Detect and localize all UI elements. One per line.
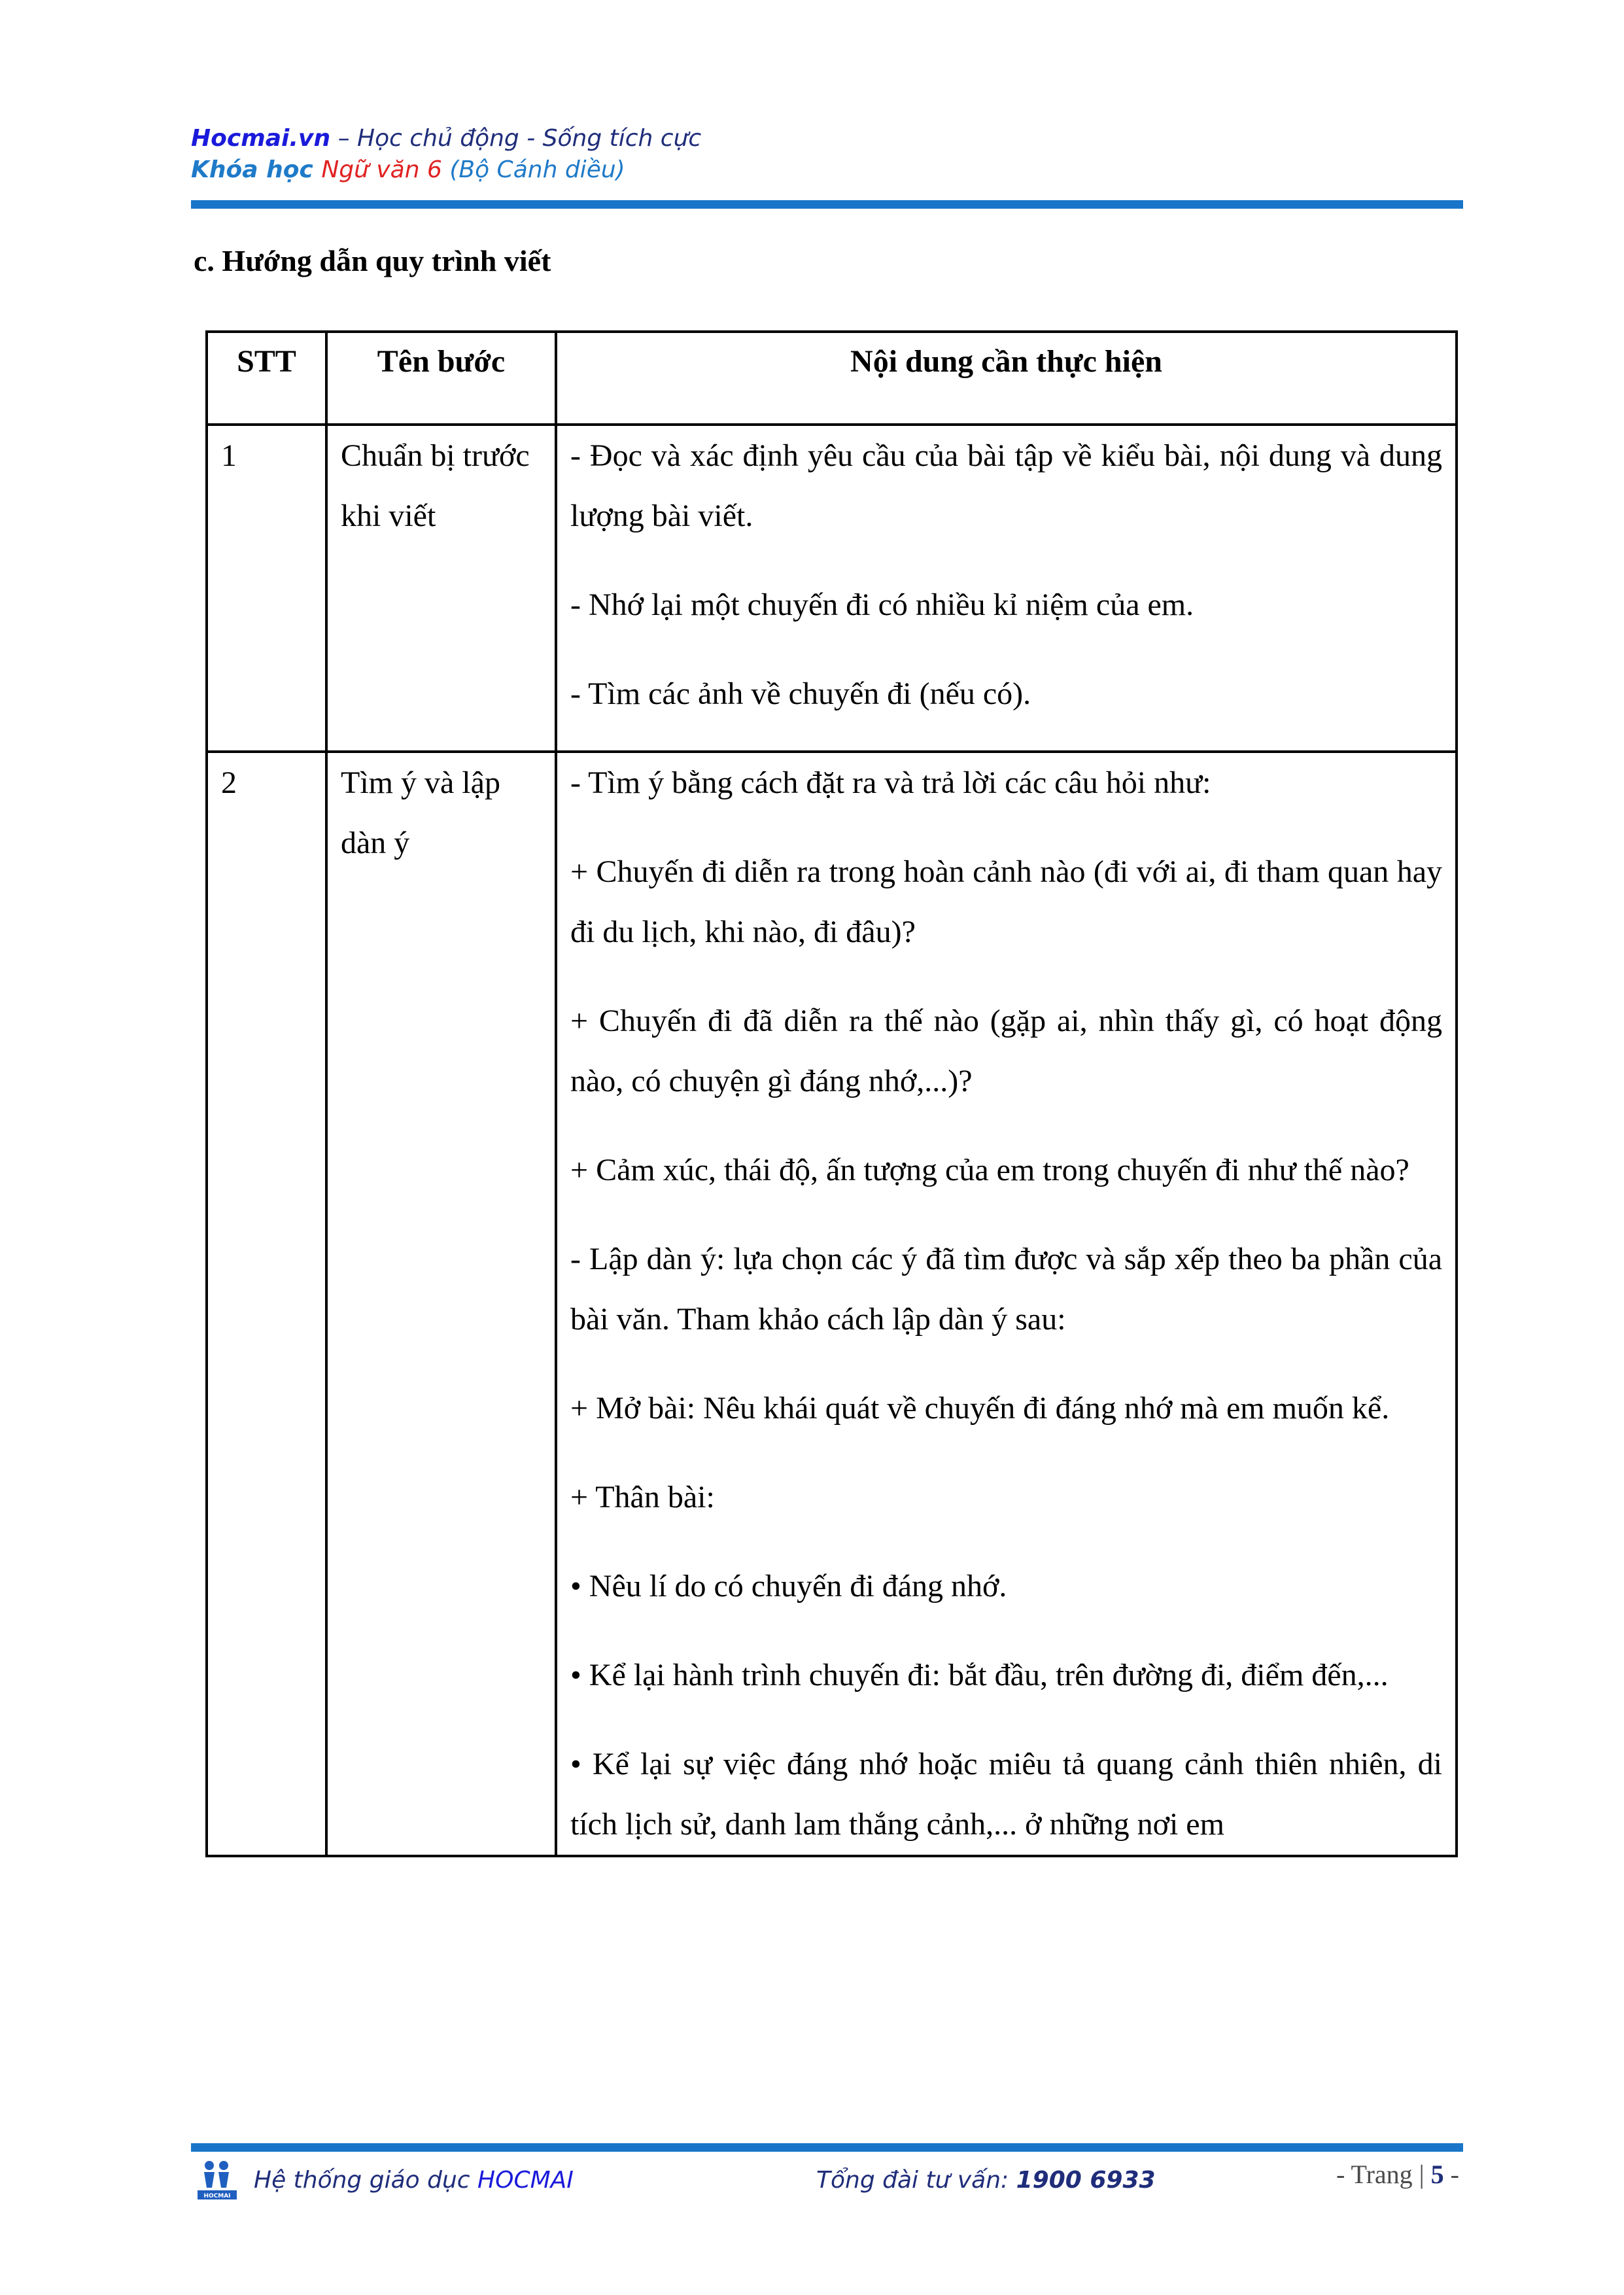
content-line: + Chuyến đi diễn ra trong hoàn cảnh nào (đi với ai, đi tham quan hay đi du lịch, khi nào, đi đâu)? bbox=[570, 854, 1442, 949]
table-row bbox=[207, 425, 1457, 752]
content-line: - Tìm ý bằng cách đặt ra và trả lời các câu hỏi như: bbox=[570, 765, 1211, 800]
header-stt: STT bbox=[207, 332, 326, 425]
content-line: + Thân bài: bbox=[570, 1480, 715, 1515]
table-header-row bbox=[207, 332, 1457, 425]
course-edition: (Bộ Cánh diều) bbox=[441, 156, 625, 183]
svg-text:HOCMAI: HOCMAI bbox=[203, 2193, 231, 2199]
hocmai-logo-icon bbox=[194, 2159, 241, 2202]
hotline-number: 1900 6933 bbox=[1016, 2167, 1156, 2194]
brand-name: Hocmai.vn bbox=[191, 125, 331, 152]
footer-system-label: Hệ thống giáo dục bbox=[254, 2167, 478, 2194]
content-line: • Nêu lí do có chuyến đi đáng nhớ. bbox=[570, 1569, 1007, 1603]
header-step: Tên bước bbox=[326, 332, 556, 425]
page-number-value: 5 bbox=[1430, 2160, 1444, 2189]
content-line: - Đọc và xác định yêu cầu của bài tập về kiểu bài, nội dung và dung lượng bài viết. bbox=[570, 438, 1442, 533]
content-line: + Chuyến đi đã diễn ra thế nào (gặp ai, nhìn thấy gì, có hoạt động nào, có chuyện gì đáng nhớ,...)? bbox=[570, 1004, 1442, 1098]
content-line: • Kể lại hành trình chuyến đi: bắt đầu, trên đường đi, điểm đến,... bbox=[570, 1658, 1389, 1692]
footer-system-name: HOCMAI bbox=[477, 2167, 574, 2194]
row-stt: 1 bbox=[207, 425, 326, 752]
course-subject: Ngữ văn 6 bbox=[321, 156, 442, 183]
content-line: - Lập dàn ý: lựa chọn các ý đã tìm được và sắp xếp theo ba phần của bài văn. Tham khảo cách lập dàn ý sau: bbox=[570, 1242, 1442, 1337]
footer-system bbox=[254, 2167, 574, 2194]
section-title: c. Hướng dẫn quy trình viết bbox=[194, 244, 551, 277]
content-line: • Kể lại sự việc đáng nhớ hoặc miêu tả quang cảnh thiên nhiên, di tích lịch sử, danh lam thắng cảnh,... ở những nơi em bbox=[570, 1747, 1442, 1842]
page-header bbox=[191, 123, 1463, 186]
header-divider bbox=[191, 200, 1463, 209]
page-prefix: - Trang | bbox=[1336, 2160, 1431, 2189]
slogan: – Học chủ động - Sống tích cực bbox=[330, 125, 702, 152]
page-number bbox=[1336, 2159, 1459, 2190]
row-stt: 2 bbox=[207, 752, 326, 1856]
header-line-1 bbox=[191, 123, 1463, 154]
content-line: + Mở bài: Nêu khái quát về chuyến đi đáng nhớ mà em muốn kể. bbox=[570, 1391, 1390, 1426]
row-step: Chuẩn bị trước khi viết bbox=[326, 425, 556, 752]
header-content: Nội dung cần thực hiện bbox=[556, 332, 1457, 425]
table-row bbox=[207, 752, 1457, 1856]
course-label: Khóa học bbox=[191, 156, 322, 183]
page-suffix: - bbox=[1443, 2160, 1459, 2189]
content-line: + Cảm xúc, thái độ, ấn tượng của em trong chuyến đi như thế nào? bbox=[570, 1153, 1409, 1187]
row-step: Tìm ý và lập dàn ý bbox=[326, 752, 556, 1856]
hotline-label: Tổng đài tư vấn: bbox=[816, 2167, 1016, 2194]
footer-hotline bbox=[816, 2167, 1156, 2194]
row-content bbox=[556, 752, 1457, 1856]
writing-process-table bbox=[205, 330, 1458, 1857]
footer-divider bbox=[191, 2143, 1463, 2152]
row-content bbox=[556, 425, 1457, 752]
content-line: - Tìm các ảnh về chuyến đi (nếu có). bbox=[570, 676, 1031, 711]
header-line-2 bbox=[191, 154, 1463, 186]
content-line: - Nhớ lại một chuyến đi có nhiều kỉ niệm của em. bbox=[570, 587, 1194, 622]
